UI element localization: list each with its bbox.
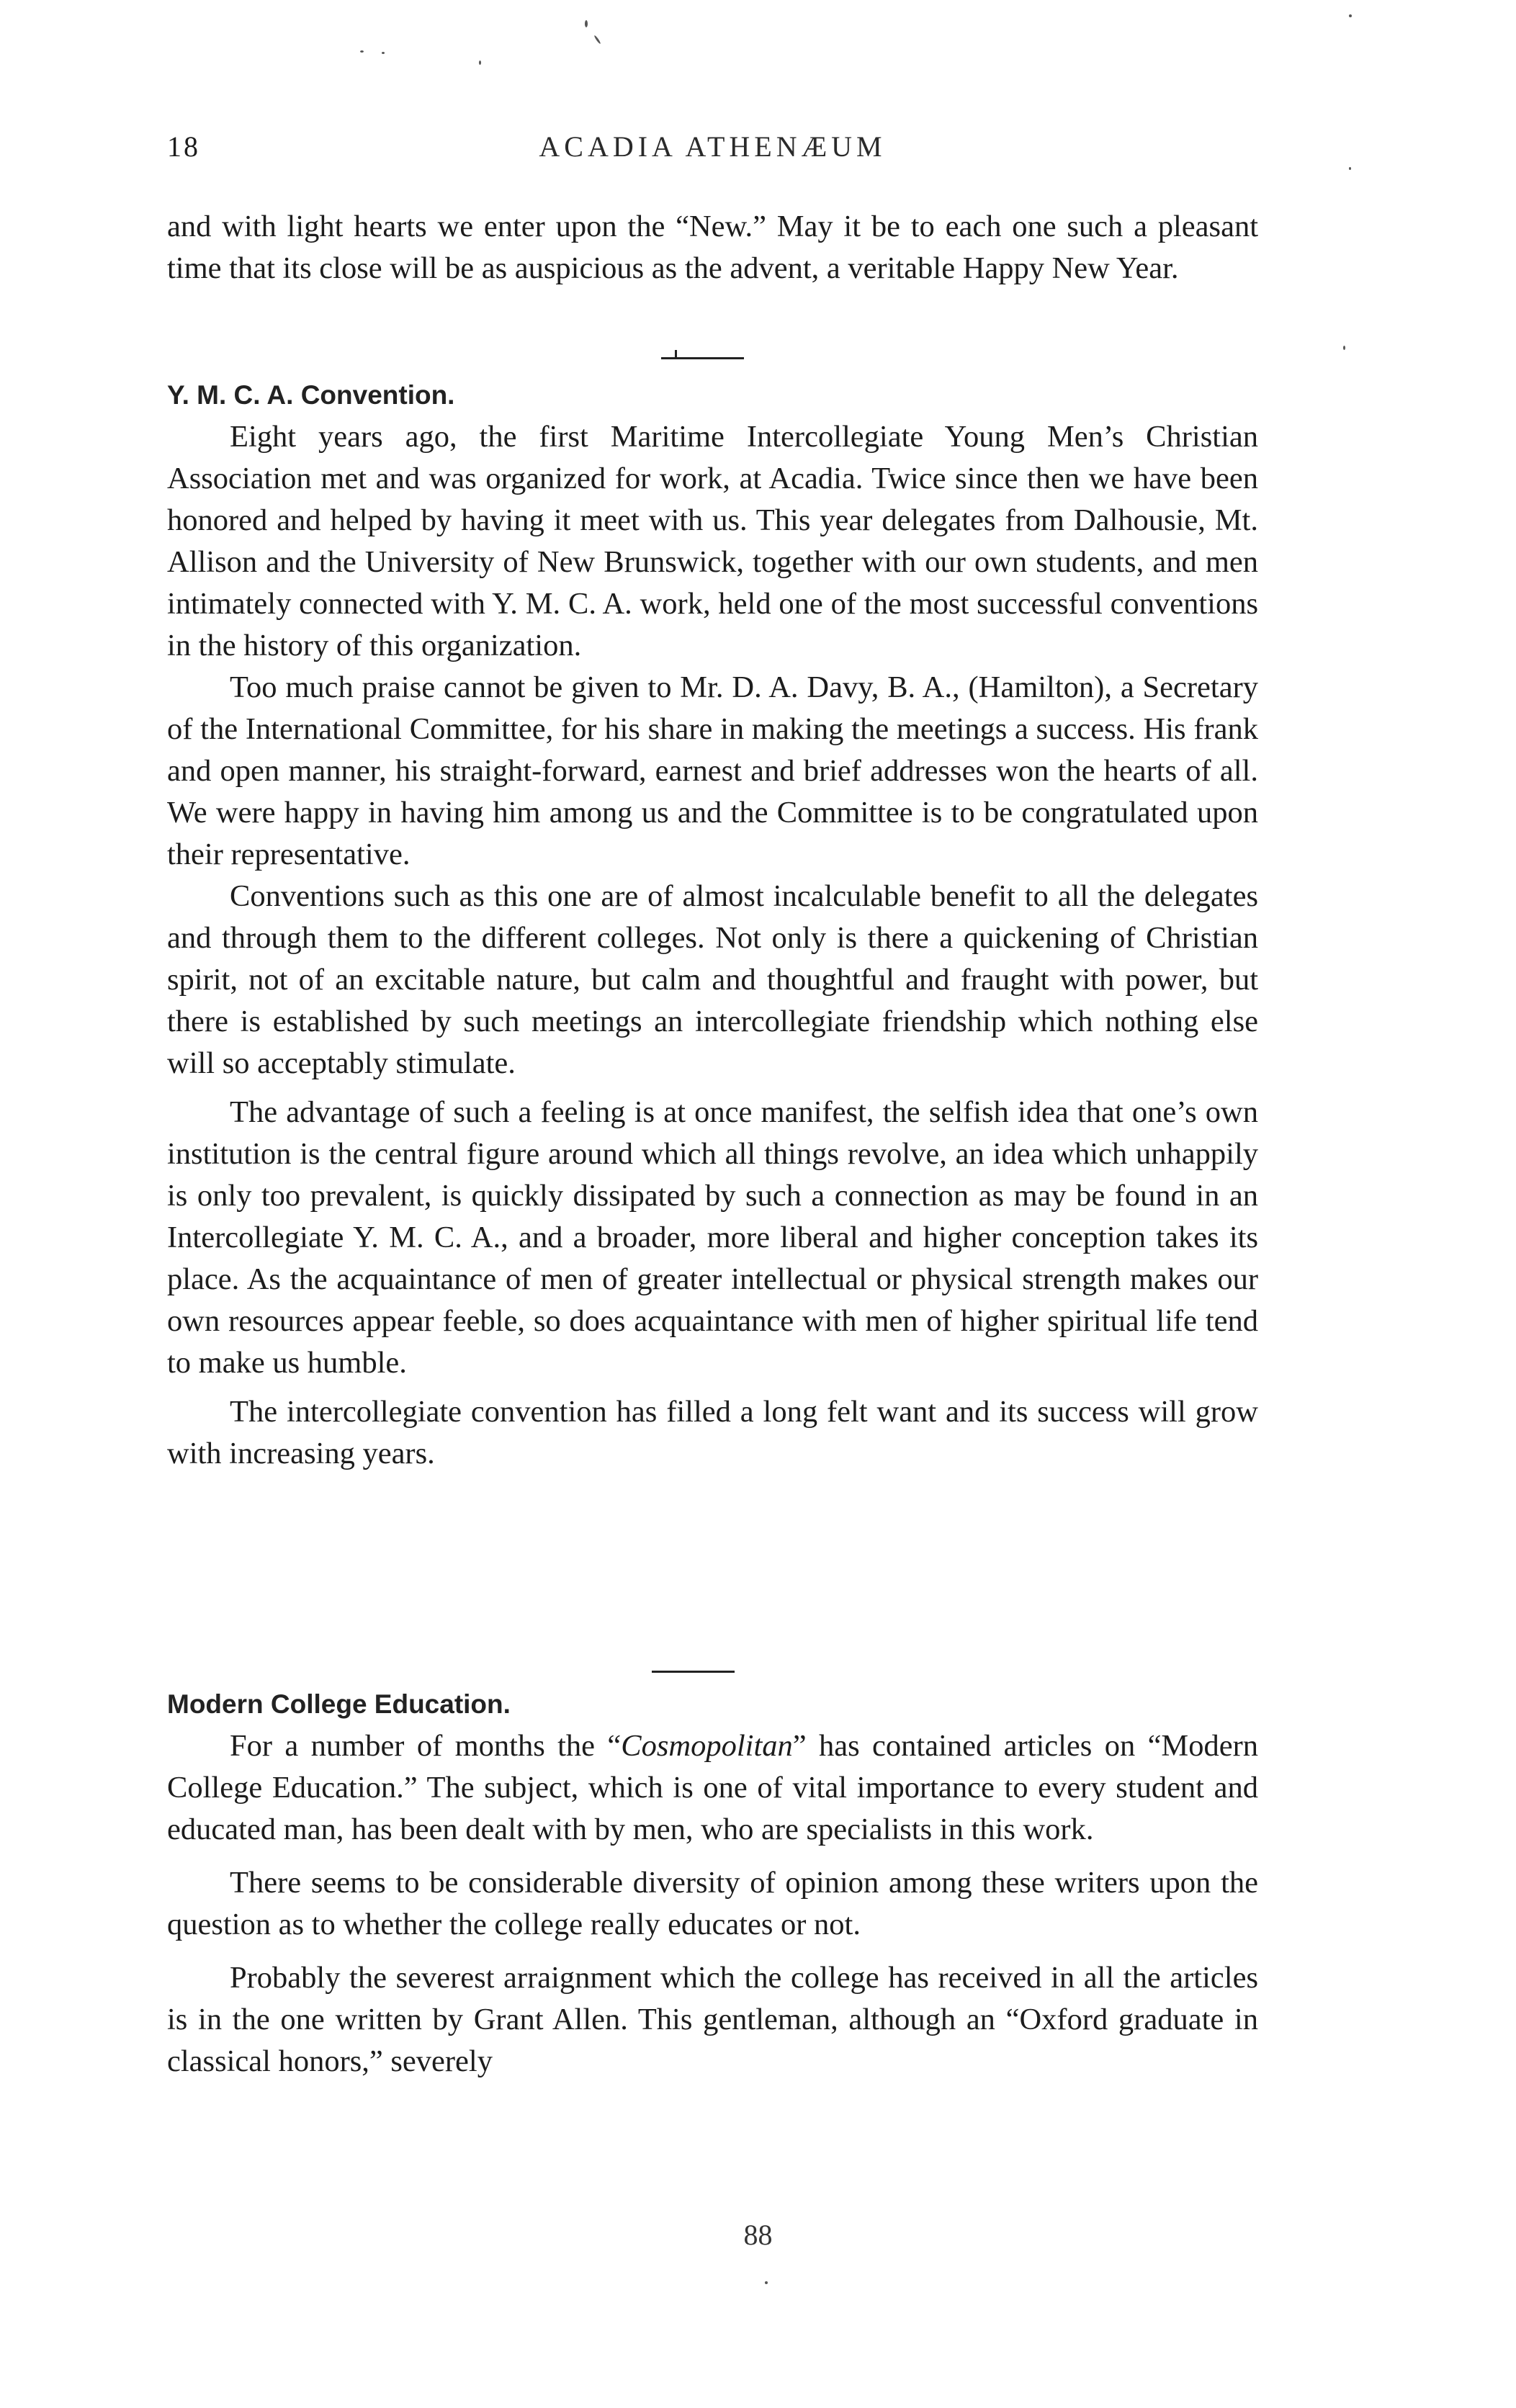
paragraph-text: For a number of months the “ [230, 1729, 622, 1763]
scan-speck [593, 35, 601, 44]
article-paragraph: The intercollegiate convention has filled a long felt want and its success will grow with increasing years. [167, 1395, 1258, 1470]
folio-number: 88 [743, 2219, 773, 2251]
page-number: 18 [167, 130, 200, 163]
article-paragraph: Too much praise cannot be given to Mr. D. A. Davy, B. A., (Hamilton), a Secretary of the International Committee, for his share in making the meetings a success. His frank and open manner, his straight-forward, earnest and brief addresses won the hearts of all. We were happy in having him among us and the Committee is to be congratulated upon their representative. [167, 670, 1258, 871]
article-paragraph [167, 1725, 1258, 1851]
article-paragraph: Probably the severest arraignment which the college has received in all the articles is in the one written by Grant Allen. This gentleman, although an “Oxford graduate in classical honors,” severely [167, 1961, 1258, 2078]
scan-speck [585, 20, 588, 27]
journal-title: ACADIA ATHENÆUM [539, 130, 887, 163]
article-paragraph: There seems to be considerable diversity of opinion among these writers upon the question as to whether the college really educates or not. [167, 1866, 1258, 1941]
scan-speck [1343, 346, 1345, 350]
article-paragraph: Conventions such as this one are of almost incalculable benefit to all the delegates and through them to the different colleges. Not only is there a quickening of Christian spirit, not of an excitable nature, but calm and thoughtful and fraught with power, but there is established by such meetings an intercollegiate friendship which nothing else will so acceptably stimulate. [167, 879, 1258, 1080]
section-heading: Y. M. C. A. Convention. [167, 380, 455, 410]
scan-speck [479, 60, 481, 65]
section-divider-tick [675, 350, 677, 359]
scan-speck [1349, 14, 1352, 17]
running-head [167, 130, 1258, 173]
article-paragraph: The advantage of such a feeling is at once manifest, the selfish idea that one’s own institution is the central figure around which all things revolve, an idea which unhappily is only too prevalent, is quickly dissipated by such a connection as may be found in an Intercollegiate Y. M. C. A., and a broader, more liberal and higher conception takes its place. As the acquaintance of men of greater intellectual or physical strength makes our own resources appear feeble, so does acquaintance with men of higher spiritual life tend to make us humble. [167, 1095, 1258, 1380]
magazine-title: Cosmopolitan [621, 1729, 793, 1763]
article-paragraph: Eight years ago, the first Maritime Intercollegiate Young Men’s Christian Association met and was organized for work, at Acadia. Twice since then we have been honored and helped by having it meet with us. This year delegates from Dalhousie, Mt. Allison and the University of New Brunswick, together with our own students, and men intimately connected with Y. M. C. A. work, held one of the most successful conventions in the history of this organization. [167, 420, 1258, 662]
scan-speck [1349, 167, 1351, 170]
scan-speck [382, 52, 385, 54]
scan-speck [765, 2281, 768, 2284]
intro-block [167, 206, 1258, 289]
scan-speck [360, 50, 364, 53]
section-divider [661, 357, 744, 359]
article-ymca-convention [167, 374, 1258, 1475]
section-heading: Modern College Education. [167, 1689, 511, 1719]
article-modern-college-education [167, 1684, 1258, 2083]
section-divider [652, 1671, 735, 1673]
paragraph-text: ” has contained articles on “Modern College Education.” The subject, which is one of vital importance to every student and educated man, has been dealt with by men, who are specialists in this work. [167, 1729, 1258, 1846]
intro-paragraph: and with light hearts we enter upon the “New.” May it be to each one such a pleasant time that its close will be as auspicious as the advent, a veritable Happy New Year. [167, 210, 1258, 285]
